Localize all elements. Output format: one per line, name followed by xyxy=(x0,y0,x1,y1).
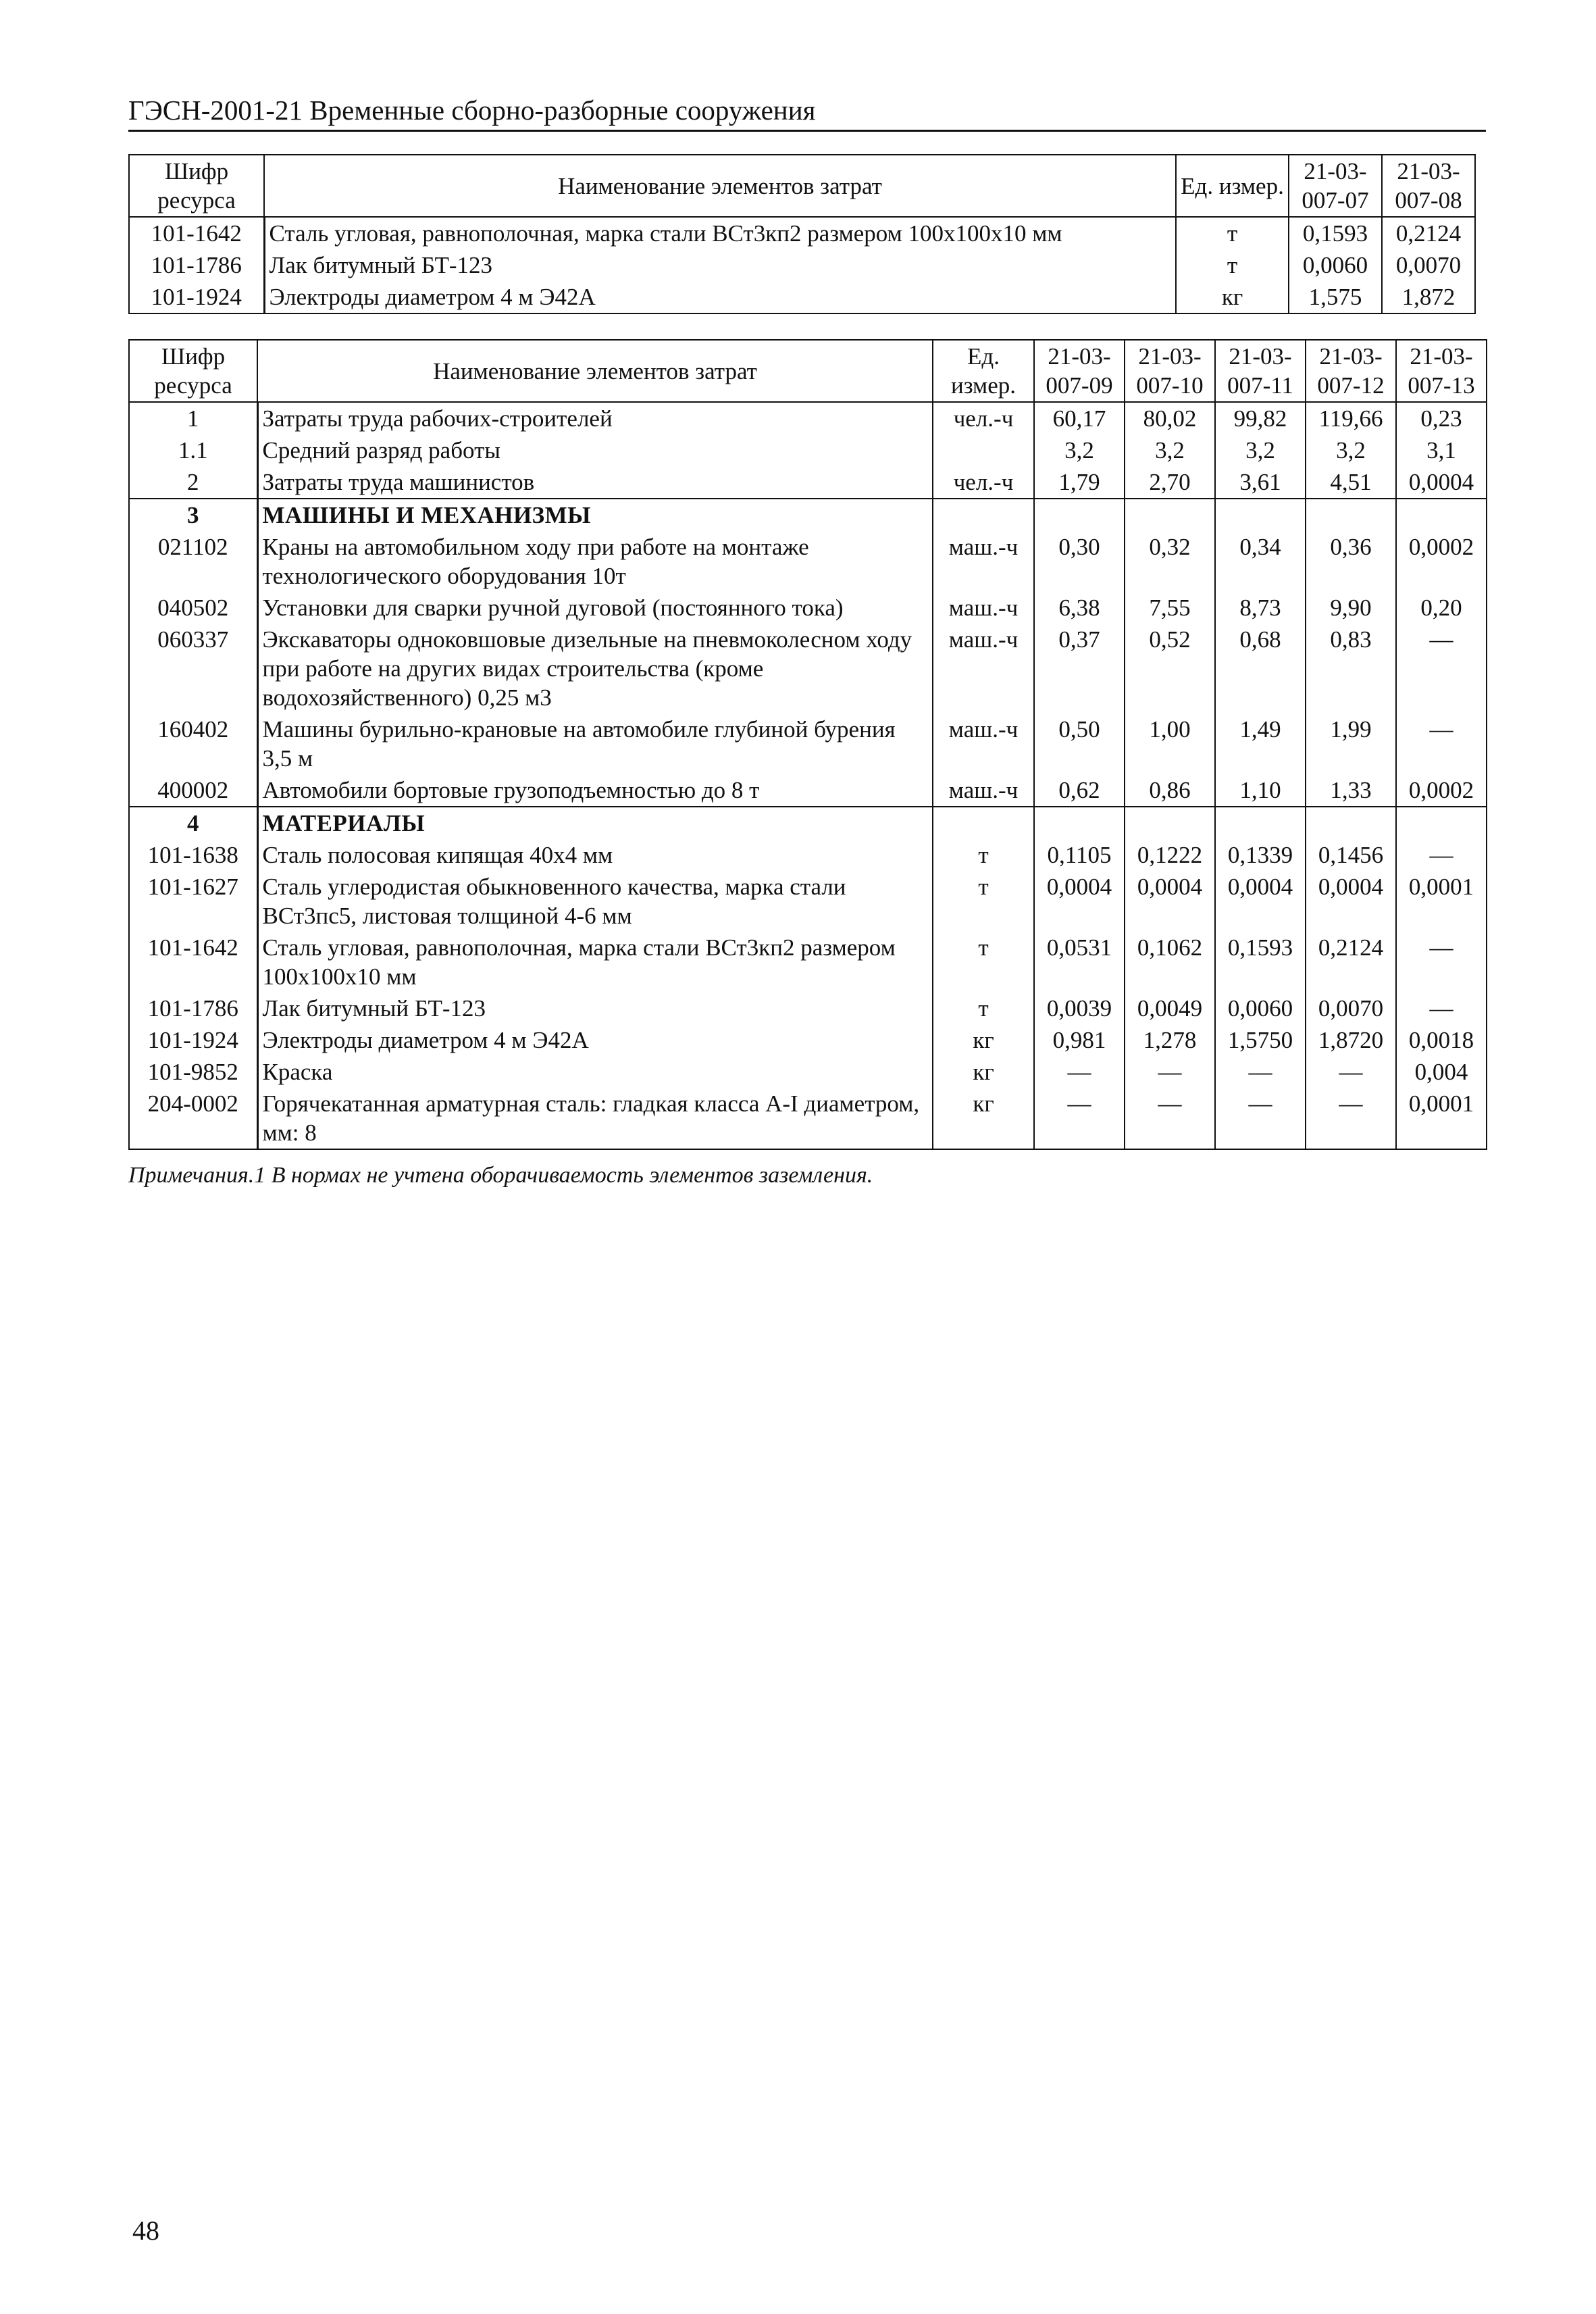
unit-cell: кг xyxy=(1176,281,1289,313)
unit-cell: маш.-ч xyxy=(933,531,1034,592)
value-cell: 0,1222 xyxy=(1125,839,1215,871)
value-cell: — xyxy=(1034,1088,1125,1149)
cost-element-name: Сталь угловая, равнополочная, марка стали ВСт3кп2 размером 100х100х10 мм xyxy=(264,217,1176,249)
table-row xyxy=(129,807,1487,839)
value-cell: — xyxy=(1306,1056,1396,1088)
value-cell: 0,1062 xyxy=(1125,932,1215,992)
value-cell: 0,2124 xyxy=(1306,932,1396,992)
resource-code: 3 xyxy=(129,499,257,531)
table-row xyxy=(129,402,1487,434)
table-row xyxy=(129,624,1487,713)
value-cell: 1,872 xyxy=(1382,281,1475,313)
cost-element-name: Затраты труда рабочих-строителей xyxy=(257,402,933,434)
cost-element-name: Краны на автомобильном ходу при работе на монтаже технологического оборудования 10т xyxy=(257,531,933,592)
value-cell: — xyxy=(1396,992,1487,1024)
value-cell: 1,8720 xyxy=(1306,1024,1396,1056)
unit-cell: т xyxy=(933,871,1034,932)
cost-element-name: Лак битумный БТ-123 xyxy=(264,249,1176,281)
resource-code: 204-0002 xyxy=(129,1088,257,1149)
cost-element-name: Автомобили бортовые грузоподъемностью до 8 т xyxy=(257,774,933,807)
resource-code: 101-1627 xyxy=(129,871,257,932)
header-col: 21-03-007-09 xyxy=(1034,340,1125,402)
unit-cell: маш.-ч xyxy=(933,713,1034,774)
table-row xyxy=(129,531,1487,592)
value-cell: — xyxy=(1215,1088,1306,1149)
resource-code: 101-1642 xyxy=(129,217,264,249)
header-name: Наименование элементов затрат xyxy=(257,340,933,402)
resource-code: 101-1638 xyxy=(129,839,257,871)
header-col: 21-03-007-08 xyxy=(1382,155,1475,217)
unit-cell xyxy=(933,807,1034,839)
value-cell: 0,62 xyxy=(1034,774,1125,807)
value-cell: 0,34 xyxy=(1215,531,1306,592)
value-cell xyxy=(1215,499,1306,531)
table-row xyxy=(129,592,1487,624)
value-cell: 0,0001 xyxy=(1396,1088,1487,1149)
value-cell: 0,0002 xyxy=(1396,774,1487,807)
resource-code: 101-1924 xyxy=(129,281,264,313)
table-row xyxy=(129,839,1487,871)
table-header-row xyxy=(129,155,1475,217)
header-col: 21-03-007-11 xyxy=(1215,340,1306,402)
value-cell: 1,00 xyxy=(1125,713,1215,774)
value-cell: 0,004 xyxy=(1396,1056,1487,1088)
value-cell: 99,82 xyxy=(1215,402,1306,434)
value-cell: 0,0004 xyxy=(1306,871,1396,932)
value-cell: 7,55 xyxy=(1125,592,1215,624)
value-cell: 0,36 xyxy=(1306,531,1396,592)
value-cell: 2,70 xyxy=(1125,466,1215,499)
value-cell xyxy=(1396,499,1487,531)
value-cell: 9,90 xyxy=(1306,592,1396,624)
resource-code: 101-1786 xyxy=(129,249,264,281)
value-cell xyxy=(1306,807,1396,839)
value-cell: 0,0002 xyxy=(1396,531,1487,592)
value-cell: 3,2 xyxy=(1306,434,1396,466)
value-cell: 0,52 xyxy=(1125,624,1215,713)
value-cell: 0,0049 xyxy=(1125,992,1215,1024)
resource-code: 2 xyxy=(129,466,257,499)
resource-code: 160402 xyxy=(129,713,257,774)
value-cell xyxy=(1034,807,1125,839)
cost-element-name: Горячекатанная арматурная сталь: гладкая класса А-I диаметром, мм: 8 xyxy=(257,1088,933,1149)
resource-code: 021102 xyxy=(129,531,257,592)
value-cell: 1,49 xyxy=(1215,713,1306,774)
cost-element-name: Сталь полосовая кипящая 40х4 мм xyxy=(257,839,933,871)
cost-element-name: Электроды диаметром 4 м Э42А xyxy=(264,281,1176,313)
value-cell: 3,2 xyxy=(1215,434,1306,466)
resource-code: 040502 xyxy=(129,592,257,624)
header-code: Шифр ресурса xyxy=(129,155,264,217)
table-row xyxy=(129,499,1487,531)
value-cell: 0,0004 xyxy=(1215,871,1306,932)
value-cell xyxy=(1396,807,1487,839)
value-cell: 0,0001 xyxy=(1396,871,1487,932)
value-cell: 1,99 xyxy=(1306,713,1396,774)
cost-element-name: МАТЕРИАЛЫ xyxy=(257,807,933,839)
value-cell: 3,1 xyxy=(1396,434,1487,466)
cost-element-name: Затраты труда машинистов xyxy=(257,466,933,499)
value-cell: 0,0060 xyxy=(1215,992,1306,1024)
value-cell: 8,73 xyxy=(1215,592,1306,624)
value-cell: 0,0039 xyxy=(1034,992,1125,1024)
cost-element-name: Средний разряд работы xyxy=(257,434,933,466)
table-row xyxy=(129,249,1475,281)
value-cell: — xyxy=(1396,839,1487,871)
table-row xyxy=(129,1024,1487,1056)
table-row xyxy=(129,466,1487,499)
value-cell xyxy=(1125,499,1215,531)
value-cell xyxy=(1034,499,1125,531)
header-col: 21-03-007-12 xyxy=(1306,340,1396,402)
value-cell: 3,2 xyxy=(1034,434,1125,466)
value-cell: 1,575 xyxy=(1289,281,1382,313)
header-unit: Ед. измер. xyxy=(933,340,1034,402)
table-header-row xyxy=(129,340,1487,402)
value-cell: — xyxy=(1396,932,1487,992)
value-cell: 0,37 xyxy=(1034,624,1125,713)
value-cell: 1,79 xyxy=(1034,466,1125,499)
table-body xyxy=(129,402,1487,1149)
value-cell: — xyxy=(1125,1088,1215,1149)
value-cell: 0,1593 xyxy=(1215,932,1306,992)
value-cell: 6,38 xyxy=(1034,592,1125,624)
value-cell: 80,02 xyxy=(1125,402,1215,434)
value-cell xyxy=(1215,807,1306,839)
unit-cell: маш.-ч xyxy=(933,774,1034,807)
value-cell: 0,1456 xyxy=(1306,839,1396,871)
value-cell: 1,278 xyxy=(1125,1024,1215,1056)
unit-cell: маш.-ч xyxy=(933,592,1034,624)
value-cell: 0,0070 xyxy=(1306,992,1396,1024)
value-cell: 0,50 xyxy=(1034,713,1125,774)
table-row xyxy=(129,434,1487,466)
cost-element-name: Сталь углеродистая обыкновенного качества, марка стали ВСт3пс5, листовая толщиной 4-6 мм xyxy=(257,871,933,932)
cost-element-name: Электроды диаметром 4 м Э42А xyxy=(257,1024,933,1056)
unit-cell xyxy=(933,434,1034,466)
value-cell: 0,1105 xyxy=(1034,839,1125,871)
value-cell: 0,1593 xyxy=(1289,217,1382,249)
unit-cell: т xyxy=(933,992,1034,1024)
value-cell: — xyxy=(1396,713,1487,774)
value-cell: — xyxy=(1034,1056,1125,1088)
unit-cell: кг xyxy=(933,1088,1034,1149)
resource-code: 060337 xyxy=(129,624,257,713)
value-cell xyxy=(1306,499,1396,531)
unit-cell: т xyxy=(933,932,1034,992)
resource-code: 1 xyxy=(129,402,257,434)
resource-code: 4 xyxy=(129,807,257,839)
cost-element-name: Лак битумный БТ-123 xyxy=(257,992,933,1024)
value-cell: 0,981 xyxy=(1034,1024,1125,1056)
value-cell: 3,2 xyxy=(1125,434,1215,466)
resource-code: 1.1 xyxy=(129,434,257,466)
table-row xyxy=(129,713,1487,774)
unit-cell: т xyxy=(1176,217,1289,249)
value-cell: 0,0531 xyxy=(1034,932,1125,992)
value-cell: 0,20 xyxy=(1396,592,1487,624)
resource-table-1 xyxy=(128,154,1476,314)
table-row xyxy=(129,932,1487,992)
unit-cell xyxy=(933,499,1034,531)
resource-code: 101-9852 xyxy=(129,1056,257,1088)
table-row xyxy=(129,871,1487,932)
cost-element-name: Установки для сварки ручной дуговой (постоянного тока) xyxy=(257,592,933,624)
value-cell: — xyxy=(1125,1056,1215,1088)
table-row xyxy=(129,992,1487,1024)
resource-code: 101-1786 xyxy=(129,992,257,1024)
table-body xyxy=(129,217,1475,313)
table-note: Примечания.1 В нормах не учтена оборачиваемость элементов заземления. xyxy=(128,1163,873,1188)
unit-cell: маш.-ч xyxy=(933,624,1034,713)
cost-element-name: Краска xyxy=(257,1056,933,1088)
table-row xyxy=(129,774,1487,807)
value-cell: — xyxy=(1396,624,1487,713)
value-cell: 3,61 xyxy=(1215,466,1306,499)
value-cell: 1,5750 xyxy=(1215,1024,1306,1056)
value-cell: 0,0018 xyxy=(1396,1024,1487,1056)
value-cell: 0,30 xyxy=(1034,531,1125,592)
page-number: 48 xyxy=(132,2215,159,2246)
table-row xyxy=(129,217,1475,249)
header-code: Шифр ресурса xyxy=(129,340,257,402)
value-cell: 0,23 xyxy=(1396,402,1487,434)
header-col: 21-03-007-07 xyxy=(1289,155,1382,217)
header-col: 21-03-007-13 xyxy=(1396,340,1487,402)
unit-cell: кг xyxy=(933,1056,1034,1088)
cost-element-name: Машины бурильно-крановые на автомобиле глубиной бурения 3,5 м xyxy=(257,713,933,774)
table-row xyxy=(129,281,1475,313)
value-cell: — xyxy=(1306,1088,1396,1149)
value-cell: 1,33 xyxy=(1306,774,1396,807)
value-cell: 0,0004 xyxy=(1396,466,1487,499)
value-cell: — xyxy=(1215,1056,1306,1088)
resource-code: 400002 xyxy=(129,774,257,807)
value-cell: 0,0004 xyxy=(1034,871,1125,932)
value-cell: 0,1339 xyxy=(1215,839,1306,871)
table-row xyxy=(129,1056,1487,1088)
header-unit: Ед. измер. xyxy=(1176,155,1289,217)
cost-element-name: Сталь угловая, равнополочная, марка стали ВСт3кп2 размером 100х100х10 мм xyxy=(257,932,933,992)
value-cell: 0,2124 xyxy=(1382,217,1475,249)
value-cell: 0,0004 xyxy=(1125,871,1215,932)
cost-element-name: МАШИНЫ И МЕХАНИЗМЫ xyxy=(257,499,933,531)
table-row xyxy=(129,1088,1487,1149)
unit-cell: т xyxy=(933,839,1034,871)
value-cell: 0,86 xyxy=(1125,774,1215,807)
value-cell: 119,66 xyxy=(1306,402,1396,434)
resource-code: 101-1924 xyxy=(129,1024,257,1056)
value-cell xyxy=(1125,807,1215,839)
resource-table-2 xyxy=(128,339,1487,1150)
header-col: 21-03-007-10 xyxy=(1125,340,1215,402)
value-cell: 4,51 xyxy=(1306,466,1396,499)
value-cell: 1,10 xyxy=(1215,774,1306,807)
resource-code: 101-1642 xyxy=(129,932,257,992)
value-cell: 60,17 xyxy=(1034,402,1125,434)
cost-element-name: Экскаваторы одноковшовые дизельные на пневмоколесном ходу при работе на других видах строительства (кроме водохозяйственного) 0,25 м3 xyxy=(257,624,933,713)
value-cell: 0,0060 xyxy=(1289,249,1382,281)
value-cell: 0,0070 xyxy=(1382,249,1475,281)
value-cell: 0,83 xyxy=(1306,624,1396,713)
document-header: ГЭСН-2001-21 Временные сборно-разборные сооружения xyxy=(128,93,1486,132)
value-cell: 0,32 xyxy=(1125,531,1215,592)
unit-cell: кг xyxy=(933,1024,1034,1056)
value-cell: 0,68 xyxy=(1215,624,1306,713)
unit-cell: чел.-ч xyxy=(933,466,1034,499)
unit-cell: чел.-ч xyxy=(933,402,1034,434)
unit-cell: т xyxy=(1176,249,1289,281)
header-name: Наименование элементов затрат xyxy=(264,155,1176,217)
